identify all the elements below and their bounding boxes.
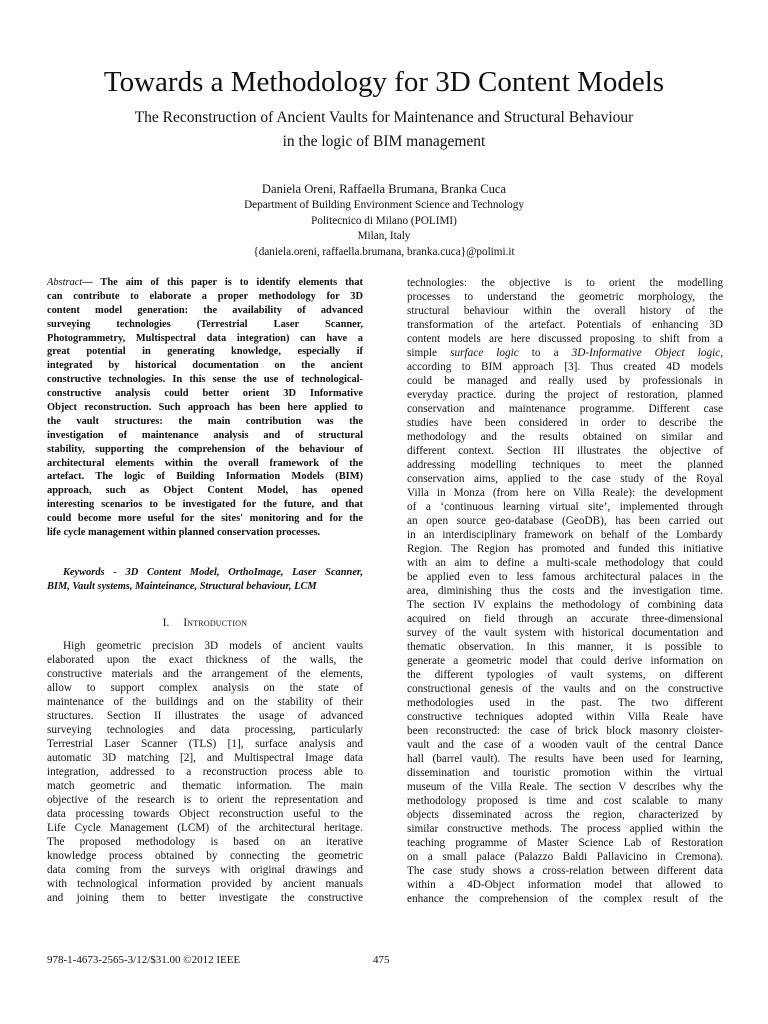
body-line: in an interdisciplinary framework on behalf of the Lombardy — [407, 529, 723, 541]
abstract-line — [47, 276, 363, 290]
body-line: Life Cycle Management (LCM) of the architectural heritage. — [47, 821, 363, 834]
subtitle-line: in the logic of BIM management — [282, 133, 486, 150]
body-line: structures. Section II illustrates the usage of advanced — [47, 709, 363, 722]
body-line: conservation aims, applied to the case study of the Royal — [407, 473, 723, 485]
abstract-line: Photogrammetry, Multispectral data integration) can have a — [47, 332, 363, 344]
section-heading — [47, 616, 363, 630]
body-line: The proposed methodology is based on an iterative — [47, 835, 363, 848]
body-line: area, diminishing thus the costs and the investigation time. — [407, 585, 723, 597]
body-line: technologies: the objective is to orient the modelling — [407, 277, 723, 289]
abstract-line: interesting scenarios to be investigated for the future, and that — [47, 499, 363, 511]
right-column — [407, 276, 723, 906]
body-line: High geometric precision 3D models of ancient vaults — [63, 639, 363, 652]
body-line: methodology and the results obtained on similar and — [407, 431, 723, 443]
abstract-line: Object reconstruction. Such approach has been here applied to — [47, 402, 363, 414]
body-line: allow to support complex analysis on the state of — [47, 681, 363, 694]
abstract-line: artefact. The logic of Building Information Models (BIM) — [47, 471, 363, 483]
body-line: Terrestrial Laser Scanner (TLS) [1], surface analysis and — [47, 737, 363, 750]
abstract-first-text: — The aim of this paper is to identify elements that — [82, 277, 363, 288]
body-line — [407, 346, 723, 360]
abstract-line: constructive technologies. In this sense the use of technological- — [47, 374, 363, 386]
body-line: with technological information provided by ancient manuals — [47, 877, 363, 890]
affiliation-line: Department of Building Environment Science and Technology — [244, 199, 524, 211]
body-line: integration, addressed to a reconstruction process able to — [47, 765, 363, 778]
body-line: been reconstructed: the case of brick block masonry cloister- — [407, 725, 723, 737]
paper-title: Towards a Methodology for 3D Content Models — [103, 66, 665, 98]
body-line: surveying technologies and data processing, particularly — [47, 723, 363, 736]
abstract-line: great potential in generating knowledge, especially if — [47, 346, 363, 358]
body-line: The case study shows a cross-relation between different data — [407, 865, 723, 877]
body-line: thematic observation. In this manner, it is possible to — [407, 641, 723, 653]
body-line: constructional genesis of the vaults and on the constructive — [407, 683, 723, 695]
body-line: addressing modelling techniques to meet the planned — [407, 459, 723, 471]
author-list: Daniela Oreni, Raffaella Brumana, Branka Cuca — [261, 182, 507, 196]
body-line: and joining them to better investigate the constructive — [47, 891, 363, 904]
body-line: generate a geometric model that could derive information on — [407, 655, 723, 667]
body-line: survey of the vault system with historical documentation and — [407, 627, 723, 639]
body-line: enhance the comprehension of the complex result of the — [407, 893, 723, 905]
section-number: I. — [162, 616, 170, 629]
body-line: similar constructive methods. The process applied within the — [407, 823, 723, 835]
body-line: Villa in Monza (from here on Villa Reale): the development — [407, 487, 723, 499]
body-line: match geometric and thematic information. The main — [47, 779, 363, 792]
paper-subtitle — [0, 106, 768, 154]
body-line: methodologies used in the past. The two different — [407, 697, 723, 709]
body-line: structural behaviour within the overall history of the — [407, 305, 723, 317]
body-line: processes to understand the geometric morphology, the — [407, 291, 723, 303]
isbn-footer: 978-1-4673-2565-3/12/$31.00 ©2012 IEEE — [47, 954, 241, 966]
abstract-line: integrated by historical documentation on the ancient — [47, 360, 363, 372]
body-line: acquired on field through an accurate three-dimensional — [407, 613, 723, 625]
body-line: hall (barrel vault). The results have been used for learning, — [407, 753, 723, 765]
abstract-line: the vault structures: the main contribution was the — [47, 415, 363, 427]
body-line: knowledge process obtained by connecting the geometric — [47, 849, 363, 862]
body-line: constructive materials and the arrangement of the elements, — [47, 667, 363, 680]
abstract-line: architectural elements within the overall framework of the — [47, 457, 363, 469]
body-line: data coming from the surveys with original drawings and — [47, 863, 363, 876]
affiliation-line: Politecnico di Milano (POLIMI) — [311, 214, 457, 227]
left-column — [47, 276, 363, 905]
body-line: different context. Section III illustrates the objective of — [407, 445, 723, 457]
affiliation-line: Milan, Italy — [357, 230, 411, 242]
introduction-text — [47, 639, 363, 905]
body-line: objective of the research is to orient the representation and — [47, 793, 363, 806]
keywords-line: BIM, Vault systems, Mainteinance, Structural behaviour, LCM — [47, 580, 317, 592]
abstract-line: can contribute to elaborate a proper methodology for 3D — [47, 290, 363, 302]
author-emails: {daniela.oreni, raffaella.brumana, branka.cuca}@polimi.it — [253, 245, 515, 258]
body-line: teaching programme of Master Science Lab of Restoration — [407, 837, 723, 849]
body-line: automatic 3D matching [2], and Multispectral Image data — [47, 751, 363, 764]
body-line: everyday practice. during the project of restoration, planned — [407, 389, 723, 401]
page-number: 475 — [373, 954, 390, 966]
body-line: methodology proposed is time and cost scalable to many — [407, 795, 723, 807]
body-text-run: simple — [407, 347, 451, 359]
body-line: maintenance of the buildings and on the stability of their — [47, 695, 363, 708]
abstract-label: Abstract — [47, 277, 83, 288]
body-line: elaborated upon the exact thickness of the walls, the — [47, 653, 363, 666]
body-line: transformation of the artefact. Potentials of enhancing 3D — [407, 319, 723, 331]
keywords — [47, 566, 363, 594]
abstract-line: constructive analysis could better orient 3D Informative — [47, 388, 363, 400]
body-line: vault and the case of a wooden vault of the central Dance — [407, 739, 723, 751]
emphasis-text: 3D-Informative Object logic, — [571, 347, 723, 359]
body-line: The section IV explains the methodology of combining data — [407, 599, 723, 611]
body-line: the different typologies of vault systems, on different — [407, 669, 723, 681]
body-line: conservation and maintenance programme. Different case — [407, 403, 723, 415]
body-line: according to BIM approach [3]. Thus created 4D models — [407, 361, 723, 373]
body-line: with an aim to define a multi-scale methodology that could — [407, 557, 723, 569]
body-line: Region. The Region has promoted and funded this initiative — [407, 543, 723, 555]
abstract-line: surveying technologies (Terrestrial Laser Scanner, — [47, 318, 363, 330]
body-line: on a small palace (Palazzo Baldi Pallavicino in Cremona). — [407, 851, 723, 863]
subtitle-line: The Reconstruction of Ancient Vaults for Maintenance and Structural Behaviour — [134, 109, 634, 126]
body-line: of a ‘continuous learning virtual site’, implemented through — [407, 501, 723, 513]
abstract-line: approach, such as Object Content Model, has opened — [47, 485, 363, 497]
body-line: museum of the Villa Reale. The section V describes why the — [407, 781, 723, 793]
abstract — [47, 276, 363, 540]
affiliation-block — [0, 198, 768, 260]
abstract-line: investigation of maintenance analysis and of structural — [47, 429, 363, 441]
body-line: could be managed and really used by professionals in — [407, 375, 723, 387]
body-text-run: to a — [518, 347, 572, 359]
body-line: objects disseminated across the region, characterized by — [407, 809, 723, 821]
keywords-line: Keywords - 3D Content Model, OrthoImage, Laser Scanner, — [63, 566, 363, 578]
abstract-line: content model generation: the availability of advanced — [47, 304, 363, 316]
section-title: Introduction — [183, 616, 248, 629]
abstract-line: life cycle management within planned conservation processes. — [47, 527, 321, 539]
body-line: dissemination and touristic promotion within the virtual — [407, 767, 723, 779]
body-line: constructive techniques adopted within Villa Reale have — [407, 711, 723, 723]
body-line: data processing towards Object reconstruction useful to the — [47, 807, 363, 820]
abstract-line: could become more useful for the sites' monitoring and for the — [47, 513, 363, 525]
body-line: within a 4D-Object information model that allowed to — [407, 879, 723, 891]
body-line: be applied even to less famous architectural palaces in the — [407, 571, 723, 583]
emphasis-text: surface logic — [450, 347, 519, 359]
abstract-line: stability, supporting the comprehension of the behaviour of — [47, 443, 363, 455]
body-line: content models are here discussed proposing to shift from a — [407, 333, 723, 345]
body-line: studies have been considered in order to describe the — [407, 417, 723, 429]
right-column-lines — [407, 360, 723, 906]
body-line: an open source geo-database (GeoDB), has been carried out — [407, 515, 723, 527]
